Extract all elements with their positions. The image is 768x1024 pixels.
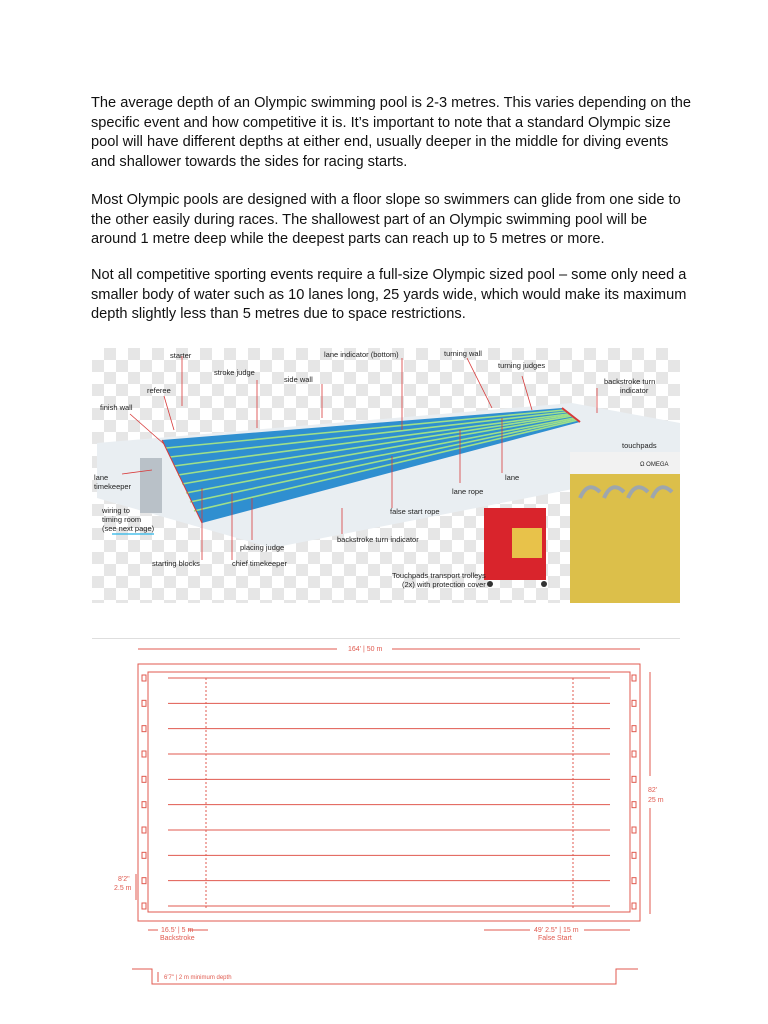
- label-stroke-judge: stroke judge: [214, 368, 255, 377]
- paragraph-average-depth: The average depth of an Olympic swimming pool is 2-3 metres. This varies depending on the specific event and how competitive it is. It’s important to note that a standard Olympic size pool will have different depths at either end, usually deeper in the middle for diving events and shallower towards the sides for racing starts.: [91, 95, 692, 170]
- starting-block-left: [142, 751, 146, 757]
- label-lane-timekeeper-line2: timekeeper: [94, 482, 132, 491]
- label-lane-indicator: lane indicator (bottom): [324, 350, 399, 359]
- starting-block-left: [142, 802, 146, 808]
- starting-block-left: [142, 827, 146, 833]
- timing-consoles: [140, 458, 162, 513]
- diagram-top-rule: [92, 638, 680, 639]
- label-turning-wall: turning wall: [444, 349, 482, 358]
- width-label-m: 25 m: [648, 797, 664, 804]
- pool-inner-outline: [148, 672, 630, 912]
- starting-block-left: [142, 700, 146, 706]
- pool-illustration-svg: [92, 348, 680, 603]
- starting-block-left: [142, 852, 146, 858]
- starting-block-left: [142, 726, 146, 732]
- label-turning-judges: turning judges: [498, 361, 546, 370]
- width-label-ft: 82': [648, 787, 658, 794]
- trolley-wheel-right: [541, 581, 547, 587]
- starting-block-right: [632, 827, 636, 833]
- label-referee: referee: [147, 386, 171, 395]
- starting-block-right: [632, 903, 636, 909]
- label-backstroke-turn-indicator-bottom: backstroke turn indicator: [337, 535, 419, 544]
- pool-illustration: [92, 348, 680, 603]
- pool-outer-outline: [138, 664, 640, 921]
- paragraph-smaller-pools: Not all competitive sporting events require a full-size Olympic sized pool – some only need a smaller body of water such as 10 lanes long, 25 yards wide, which would make its maximum depth slightly less than 5 metres due to space restrictions.: [91, 267, 687, 322]
- label-placing-judge: placing judge: [240, 543, 285, 552]
- label-finish-wall: finish wall: [100, 403, 133, 412]
- trolley-wheel-left: [487, 581, 493, 587]
- label-chief-timekeeper: chief timekeeper: [232, 559, 288, 568]
- label-lane-rope: lane rope: [452, 487, 484, 496]
- label-starter: starter: [170, 351, 192, 360]
- starting-block-right: [632, 776, 636, 782]
- starting-block-right: [632, 726, 636, 732]
- label-backstroke-line1: backstroke turn: [604, 377, 656, 386]
- label-wiring-line2: timing room: [102, 515, 142, 524]
- starting-block-left: [142, 776, 146, 782]
- pool-dimension-diagram: [92, 638, 680, 994]
- paragraph-floor-slope: Most Olympic pools are designed with a floor slope so swimmers can glide from one side to the other easily during races. The shallowest part of an Olympic swimming pool will be around 1 metre deep while the deepest parts can reach up to 5 metres or more.: [91, 192, 681, 247]
- label-starting-blocks: starting blocks: [152, 559, 200, 568]
- label-lane-timekeeper-line1: lane: [94, 473, 109, 482]
- label-wiring-line1: wiring to: [102, 506, 130, 515]
- label-trolleys-line1: Touchpads transport trolleys: [392, 571, 486, 580]
- starting-block-right: [632, 751, 636, 757]
- label-backstroke-line2: indicator: [620, 386, 649, 395]
- starting-block-right: [632, 675, 636, 681]
- starting-block-right: [632, 802, 636, 808]
- label-backstroke-turn-indicator-top: [604, 377, 657, 395]
- label-trolleys-line2: (2x) with protection cover: [402, 580, 486, 589]
- touchpad-inset-photo: [570, 452, 680, 603]
- label-side-wall: side wall: [284, 375, 313, 384]
- backstroke-dim-label: 16.5' | 5 m: [161, 927, 194, 934]
- label-lane: lane: [505, 473, 520, 482]
- lane-width-label-m: 2.5 m: [114, 885, 132, 892]
- length-label: 164' | 50 m: [348, 646, 383, 653]
- false-start-dim-label: 49' 2.5" | 15 m: [534, 927, 579, 934]
- pool-dimension-svg: [92, 638, 680, 994]
- backstroke-label: Backstroke: [160, 935, 195, 942]
- label-false-start-rope: false start rope: [390, 507, 440, 516]
- lane-width-label-ft: 8'2": [118, 876, 130, 883]
- depth-label: 6'7" | 2 m minimum depth: [164, 975, 232, 981]
- starting-block-left: [142, 903, 146, 909]
- starting-block-left: [142, 878, 146, 884]
- omega-logo: Ω OMEGA: [640, 462, 669, 468]
- label-wiring-line3: (see next page): [102, 524, 155, 533]
- false-start-label: False Start: [538, 935, 572, 942]
- starting-block-right: [632, 878, 636, 884]
- starting-block-left: [142, 675, 146, 681]
- starting-block-right: [632, 852, 636, 858]
- label-touchpads: touchpads: [622, 441, 657, 450]
- trolley-panel: [512, 528, 542, 558]
- label-trolleys: [392, 571, 488, 589]
- starting-block-right: [632, 700, 636, 706]
